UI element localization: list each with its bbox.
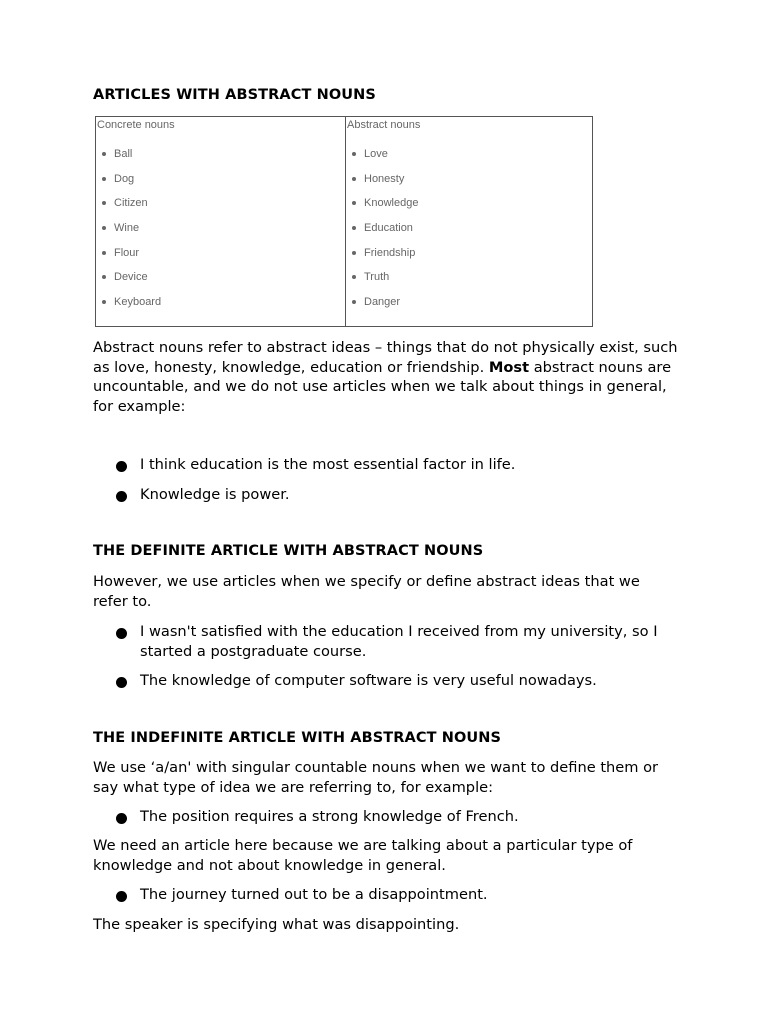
list-item [116, 885, 676, 905]
bullet-icon [116, 813, 127, 824]
example-text: I wasn't satisfied with the education I received from my university, so I started a postgraduate course. [140, 623, 658, 660]
abstract-nouns-header: Abstract nouns [347, 119, 421, 131]
list-item: Wine [102, 221, 161, 246]
concrete-nouns-list [102, 147, 161, 320]
abstract-nouns-column [346, 117, 592, 326]
indefinite-explanation-1: We need an article here because we are talking about a particular type of knowledge and not about knowledge in general. [93, 837, 633, 874]
page-title: ARTICLES WITH ABSTRACT NOUNS [93, 87, 376, 103]
nouns-table-image [95, 116, 593, 327]
indefinite-paragraph: We use ‘a/an' with singular countable nouns when we want to define them or say what type of idea we are referring to, for example: [93, 759, 659, 796]
abstract-nouns-list [352, 147, 418, 320]
list-item [116, 455, 676, 475]
list-item: Flour [102, 246, 161, 271]
example-text: The position requires a strong knowledge of French. [140, 808, 519, 825]
intro-bold-word: Most [488, 358, 530, 376]
bullet-icon [116, 891, 127, 902]
list-item: Friendship [352, 246, 418, 271]
list-item: Danger [352, 295, 418, 320]
list-item [116, 485, 676, 505]
intro-text-start: Abstract nouns refer to abstract ideas – things that do not physically exist, such as love, honesty, knowledge, education or friendship. [93, 339, 678, 376]
list-item: Citizen [102, 196, 161, 221]
list-item [116, 671, 676, 691]
list-item: Knowledge [352, 196, 418, 221]
list-item: Truth [352, 270, 418, 295]
concrete-nouns-header: Concrete nouns [97, 119, 175, 131]
definite-paragraph: However, we use articles when we specify or define abstract ideas that we refer to. [93, 573, 640, 610]
list-item: Device [102, 270, 161, 295]
example-text: I think education is the most essential factor in life. [140, 456, 516, 473]
example-text: The journey turned out to be a disappointment. [140, 886, 488, 903]
list-item: Education [352, 221, 418, 246]
list-item: Dog [102, 172, 161, 197]
indefinite-explanation-2: The speaker is specifying what was disappointing. [93, 916, 460, 933]
list-item: Keyboard [102, 295, 161, 320]
example-text: Knowledge is power. [140, 486, 290, 503]
example-text: The knowledge of computer software is very useful nowadays. [140, 672, 597, 689]
intro-paragraph [93, 338, 678, 416]
bullet-icon [116, 628, 127, 639]
indefinite-article-heading: THE INDEFINITE ARTICLE WITH ABSTRACT NOUNS [93, 730, 502, 746]
definite-article-heading: THE DEFINITE ARTICLE WITH ABSTRACT NOUNS [93, 543, 484, 559]
list-item: Ball [102, 147, 161, 172]
intro-text-end: abstract nouns are uncountable, and we do not use articles when we talk about things in general, for example: [93, 358, 672, 415]
bullet-icon [116, 677, 127, 688]
bullet-icon [116, 461, 127, 472]
list-item [116, 807, 676, 827]
list-item: Love [352, 147, 418, 172]
list-item [116, 622, 676, 661]
concrete-nouns-column [96, 117, 346, 326]
bullet-icon [116, 491, 127, 502]
list-item: Honesty [352, 172, 418, 197]
